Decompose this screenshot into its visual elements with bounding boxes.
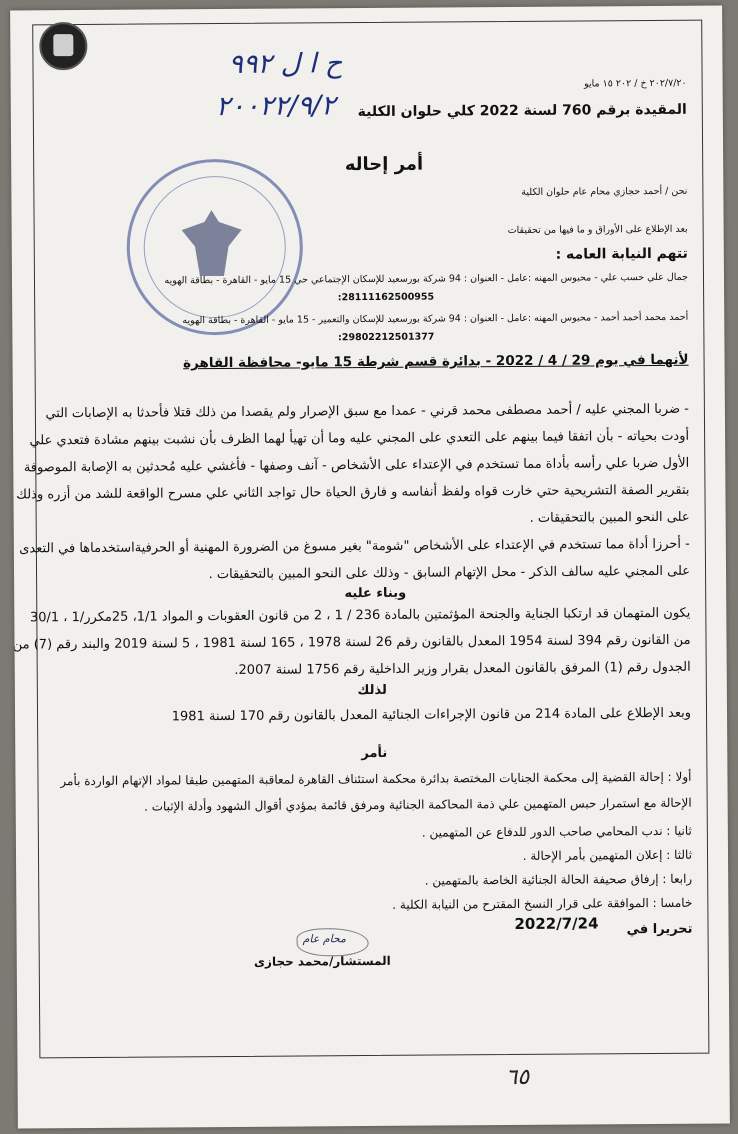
document-title: أمر إحاله [344, 153, 424, 176]
order-line: رابعا : إرفاق صحيفة الحالة الجنائية الخاصة بالمتهمين . [424, 871, 693, 888]
basis-line: الجدول رقم (1) المرفق بالقانون المعدل بقرار وزير الداخلية رقم 1756 لسنة 2007. [234, 659, 691, 678]
ministry-logo [39, 22, 87, 70]
handwritten-page-number: ٦٥ [505, 1064, 530, 1091]
therefore-heading: لذلك [357, 682, 387, 699]
document-page [10, 6, 730, 1129]
order-line: الإحالة مع استمرار حبس المتهمين علي ذمة المحاكمة الجنائية ومرفق قائمة بمؤدي أقوال الشهود وأدلة الإثبات . [143, 795, 692, 814]
charge-line: أودت بحياته - بأن اتفقا فيما بينهم على التعدي على المجني عليه وما أن تهيأ لهما الظرف بأن نشبت بينهم مشادة فتعدي علي [29, 428, 690, 449]
order-line: أولا : إحالة القضية إلى محكمة الجنايات المختصة بدائرة محكمة استئناف القاهرة لمعاقبة المتهمين طبقا لمواد الإتهام الواردة بأمر [60, 769, 692, 789]
meta-line: ٢٠٢/٧/٢٠ خ / ٢٠٢ ١٥ مايو [584, 77, 687, 90]
charge-line: - أحرزا أداة مما تستخدم في الإعتداء على الأشخاص "شومة" بغير مسوغ من الضرورة المهنية أو الحرفيةاستخدماها في التعدى [19, 536, 690, 557]
handwritten-case-ref: ح ا ل ٩٩٢ [228, 48, 343, 80]
official-seal [126, 158, 303, 335]
incident-date-line: لأنهما في يوم 29 / 4 / 2022 - بدائرة قسم شرطة 15 مايو- محافظة القاهرة [183, 351, 689, 372]
order-line: خامسا : الموافقة على قرار النسخ المقترح من النيابة الكلية . [392, 895, 693, 912]
intro-line-1: نحن / أحمد حجازي محام عام حلوان الكلية [521, 185, 688, 198]
after-review-line: وبعد الإطلاع على المادة 214 من قانون الإجراءات الجنائية المعدل بالقانون رقم 170 لسنة 1981 [171, 705, 692, 725]
charge-line: الأول ضربا علي رأسه بأداة مما تستخدم في الإعتداء على الأشخاص - آنف وصفها - فأغشي عليه مُحدثين به الإصابة الموصوفة [23, 455, 690, 476]
signoff-date: 2022/7/24 [514, 914, 599, 933]
basis-line: يكون المتهمان قد ارتكبا الجناية والجنحة المؤثمتين بالمادة 236 / 1 ، 2 من قانون العقوبات و المواد 1/1، 25مكرر/1 ، 30/1 [29, 605, 691, 626]
basis-heading: وبناء عليه [344, 585, 407, 602]
defendant-1: جمال علي حسب علي - محبوس المهنه :عامل - العنوان : 94 شركة بورسعيد للإسكان الإجتماعي حي 15 مايو - القاهرة - بطاقة الهويه [164, 271, 689, 287]
accusation-heading: تتهم النيابة العامه : [555, 245, 688, 263]
basis-line: من القانون رقم 394 لسنة 1954 المعدل بالقانون رقم 26 لسنة 1978 ، 165 لسنة 1981 ، 5 لسنة 2019 والبند رقم (7) من [12, 632, 691, 653]
order-heading: نأمر [361, 745, 388, 762]
intro-line-2: بعد الإطلاع على الأوراق و ما فيها من تحقيقات [507, 223, 688, 237]
handwritten-code: ٢٠٠٢٢/٩/٢ [215, 90, 336, 123]
order-line: ثانيا : ندب المحامي صاحب الدور للدفاع عن المتهمين . [421, 823, 692, 840]
case-number: المقيدة برقم 760 لسنة 2022 كلي حلوان الكلية [357, 101, 687, 121]
order-line: ثالثا : إعلان المتهمين بأمر الإحالة . [522, 847, 693, 863]
charge-line: على المجني عليه سالف الذكر - محل الإتهام السابق - وذلك على النحو المبين بالتحقيقات . [208, 563, 691, 583]
written-in-label: تحريرا في [626, 921, 693, 938]
charge-line: - ضربا المجني عليه / أحمد مصطفى محمد قرني - عمدا مع سبق الإصرار ولم يقصدا من ذلك قتلا فأحدثا به الإصابات التي [45, 401, 689, 422]
signatory-title: المستشار/محمد حجازى [253, 953, 391, 969]
charge-line: بتقرير الصفة التشريحية حتي خارت قواه ولفظ أنفاسه و فارق الحياة حال تواجد الثاني علي مسرح الواقعة للشد من أزره وذلك [16, 482, 690, 503]
defendant-2-id: 29802212501377: [338, 331, 435, 344]
defendant-1-id: 28111162500955: [337, 291, 435, 304]
defendant-2: أحمد محمد أحمد أحمد - محبوس المهنه :عامل - العنوان : 94 شركة بورسعيد للإسكان والتعمير - 15 مايو - القاهرة - بطاقة الهويه [182, 311, 689, 327]
signature-caption: محام عام [302, 932, 347, 946]
charge-line: على النحو المبين بالتحقيقات . [529, 509, 690, 526]
